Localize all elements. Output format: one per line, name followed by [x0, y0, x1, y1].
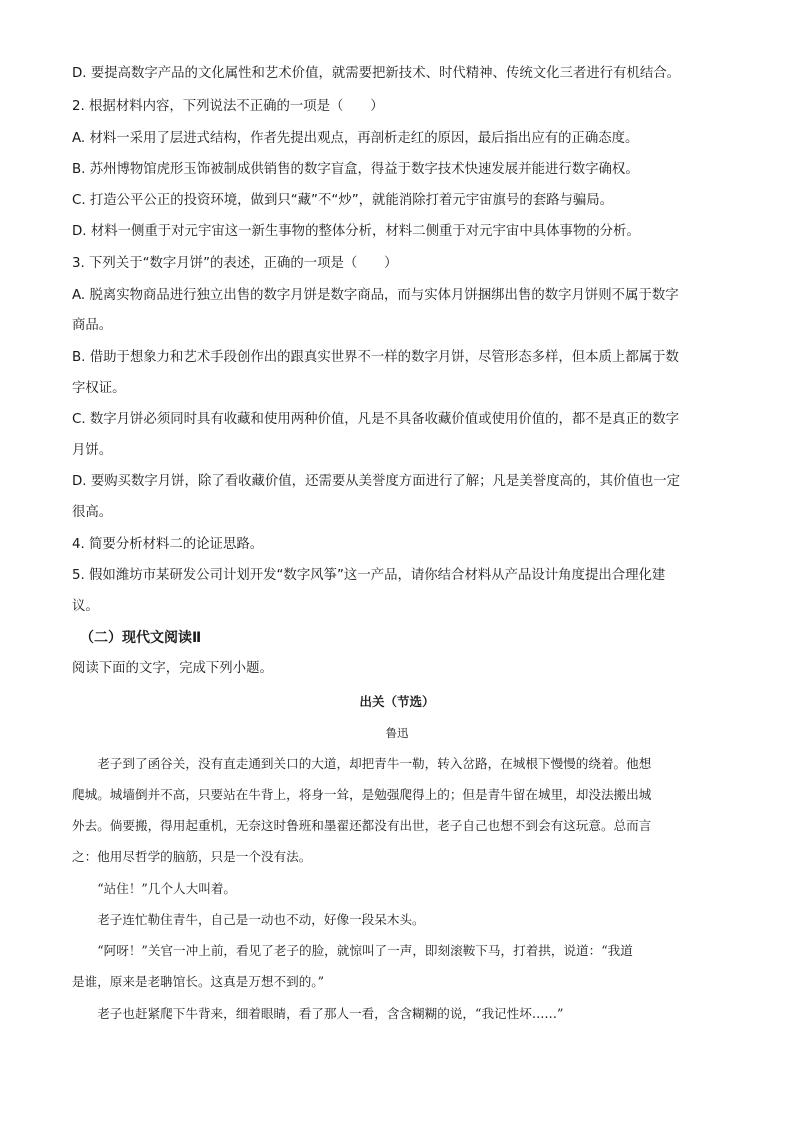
q2-option-d: D. 材料一侧重于对元宇宙这一新生事物的整体分析，材料二侧重于对元宇宙中具体事物的分析。	[72, 224, 640, 239]
passage-p4-line1: “阿呀！”关官一冲上前，看见了老子的脸，就惊叫了一声，即刻滚鞍下马，打着拱，说道：“我道	[72, 943, 633, 958]
q3-option-c-line2: 月饼。	[72, 443, 113, 458]
q4-stem: 4. 简要分析材料二的论证思路。	[72, 537, 264, 552]
passage-p1-line2: 爬城。城墙倒并不高，只要站在牛背上，将身一耸，是勉强爬得上的；但是青牛留在城里，却没法搬出城	[72, 787, 652, 802]
q2-option-b: B. 苏州博物馆虎形玉饰被制成供销售的数字盲盒，得益于数字技术快速发展并能进行数字确权。	[72, 162, 639, 177]
q3-option-a-line1: A. 脱离实物商品进行独立出售的数字月饼是数字商品，而与实体月饼捆绑出售的数字月饼则不属于数字	[72, 288, 679, 303]
passage-author: 鲁迅	[385, 726, 409, 740]
q2-option-a: A. 材料一采用了层进式结构，作者先提出观点，再剖析走红的原因，最后指出应有的正确态度。	[72, 131, 639, 146]
passage-title: 出关（节选）	[359, 694, 435, 709]
q5-line2: 议。	[72, 599, 99, 614]
q3-option-b-line2: 字权证。	[72, 381, 126, 396]
q1-option-d: D. 要提高数字产品的文化属性和艺术价值，就需要把新技术、时代精神、传统文化三者进行有机结合。	[72, 66, 681, 81]
q3-option-c-line1: C. 数字月饼必须同时具有收藏和使用两种价值，凡是不具备收藏价值或使用价值的，都不是真正的数字	[72, 412, 680, 427]
section-heading: （二）现代文阅读Ⅱ	[80, 630, 202, 646]
q3-stem: 3. 下列关于“数字月饼”的表述，正确的一项是（ ）	[72, 256, 398, 271]
passage-p4-line2: 是谁，原来是老聃馆长。这真是万想不到的。”	[72, 974, 325, 989]
passage-p1-line1: 老子到了函谷关，没有直走通到关口的大道，却把青牛一勒，转入岔路，在城根下慢慢的绕着。他想	[72, 756, 652, 771]
q5-line1: 5. 假如潍坊市某研发公司计划开发“数字风筝”这一产品，请你结合材料从产品设计角度提出合理化建	[72, 568, 666, 583]
q2-stem: 2. 根据材料内容，下列说法不正确的一项是（ ）	[72, 99, 384, 114]
section-instruction: 阅读下面的文字，完成下列小题。	[72, 661, 273, 676]
q2-option-c: C. 打造公平公正的投资环境，做到只“藏”不“炒”，就能消除打着元宇宙旗号的套路与骗局。	[72, 193, 614, 208]
passage-p3: 老子连忙勒住青牛，自己是一动也不动，好像一段呆木头。	[72, 912, 425, 927]
passage-p1-line4: 之：他用尽哲学的脑筋，只是一个没有法。	[72, 849, 312, 864]
passage-p5: 老子也赶紧爬下牛背来，细着眼睛，看了那人一看，含含糊糊的说，“我记性坏……”	[72, 1006, 564, 1021]
q3-option-d-line1: D. 要购买数字月饼，除了看收藏价值，还需要从美誉度方面进行了解；凡是美誉度高的，其价值也一定	[72, 474, 681, 489]
q3-option-d-line2: 很高。	[72, 505, 113, 520]
passage-p1-line3: 外去。倘要搬，得用起重机，无奈这时鲁班和墨翟还都没有出世，老子自己也想不到会有这玩意。总而言	[72, 818, 652, 833]
passage-p2: “站住！”几个人大叫着。	[72, 881, 237, 896]
q3-option-a-line2: 商品。	[72, 318, 113, 333]
q3-option-b-line1: B. 借助于想象力和艺术手段创作出的跟真实世界不一样的数字月饼，尽管形态多样，但本质上都属于数	[72, 350, 679, 365]
